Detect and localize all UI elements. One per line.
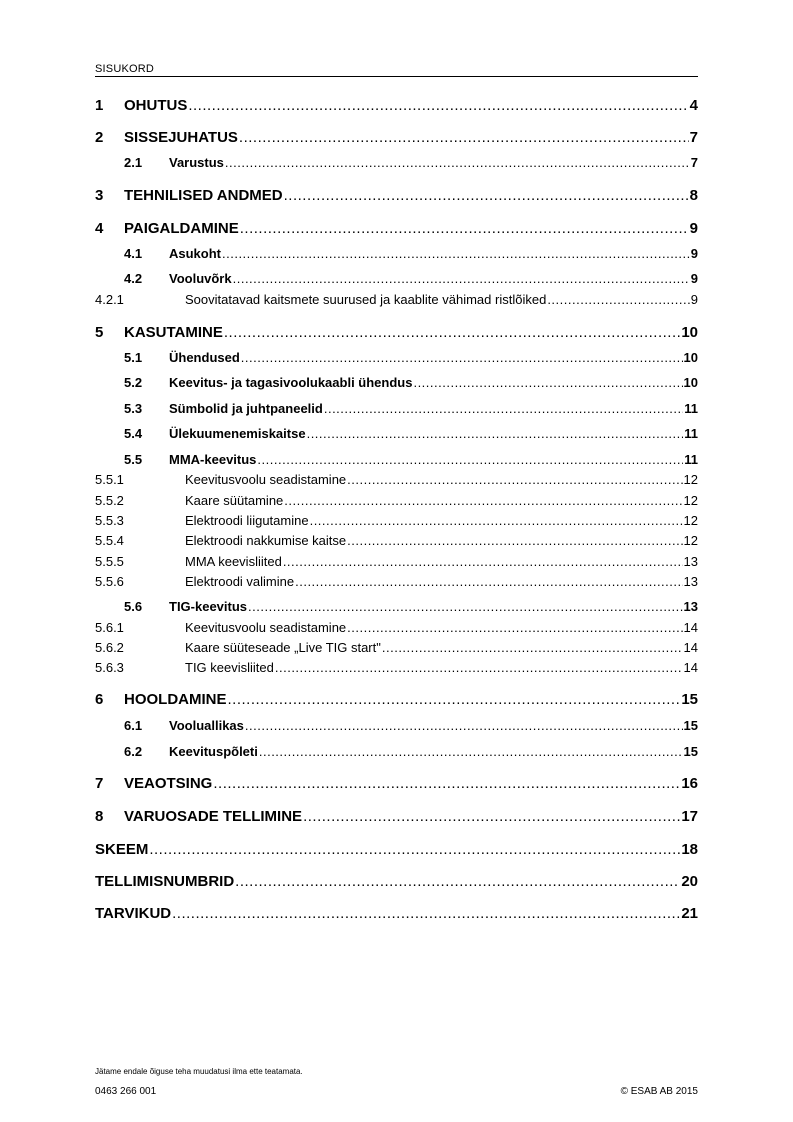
- toc-dot-leader: [295, 575, 682, 588]
- toc-dot-leader: [284, 494, 682, 507]
- toc-dot-leader: [235, 874, 680, 889]
- toc-entry[interactable]: [95, 621, 698, 634]
- toc-entry-title: Asukoht: [169, 246, 221, 261]
- toc-dot-leader: [228, 692, 681, 707]
- toc-entry-title: Keevitusvoolu seadistamine: [185, 472, 347, 487]
- toc-entry[interactable]: [95, 293, 698, 306]
- toc-entry-page: 9: [690, 246, 698, 261]
- toc-entry-number: 4.2.1: [95, 292, 124, 307]
- toc-entry-title: Keevitus- ja tagasivoolukaabli ühendus: [169, 375, 413, 390]
- toc-dot-leader: [240, 221, 689, 236]
- toc-dot-leader: [149, 842, 680, 857]
- toc-entry-page: 15: [683, 718, 698, 733]
- toc-entry-number: 5: [95, 324, 104, 341]
- toc-entry-title: Kaare süütamine: [185, 493, 284, 508]
- toc-entry-page: 15: [681, 691, 698, 708]
- toc-entry-page: 9: [690, 292, 698, 307]
- toc-entry-page: 13: [683, 574, 698, 589]
- toc-entry-title: Vooluallikas: [169, 718, 244, 733]
- toc-entry-number: 8: [95, 808, 104, 825]
- toc-entry-page: 10: [683, 350, 698, 365]
- toc-entry[interactable]: [95, 98, 698, 113]
- toc-entry-title: Elektroodi liigutamine: [185, 513, 309, 528]
- toc-entry[interactable]: [95, 745, 698, 758]
- toc-entry-title: VARUOSADE TELLIMINE: [124, 808, 303, 825]
- toc-entry-title: Sümbolid ja juhtpaneelid: [169, 401, 323, 416]
- toc-entry-number: 5.5.5: [95, 554, 124, 569]
- toc-entry[interactable]: [95, 600, 698, 613]
- toc-entry-title: SISSEJUHATUS: [124, 129, 238, 146]
- toc-entry[interactable]: [95, 272, 698, 285]
- toc-entry-page: 20: [681, 873, 698, 890]
- toc-entry-page: 21: [681, 905, 698, 922]
- toc-entry[interactable]: [95, 514, 698, 527]
- toc-entry-number: 4: [95, 220, 104, 237]
- toc-entry[interactable]: [95, 641, 698, 654]
- toc-entry-title: Ülekuumenemiskaitse: [169, 426, 306, 441]
- toc-entry[interactable]: [95, 575, 698, 588]
- toc-entry-number: 5.6.3: [95, 660, 124, 675]
- toc-entry-title: MMA keevisliited: [185, 554, 282, 569]
- toc-entry[interactable]: [95, 453, 698, 466]
- toc-dot-leader: [413, 376, 682, 389]
- toc-entry-title: Keevituspõleti: [169, 744, 258, 759]
- toc-entry-number: 5.6.1: [95, 620, 124, 635]
- toc-entry-number: 5.5: [124, 452, 143, 467]
- toc-dot-leader: [248, 600, 683, 613]
- toc-entry-page: 4: [689, 97, 698, 114]
- toc-entry-page: 11: [684, 401, 698, 416]
- toc-dot-leader: [547, 293, 689, 306]
- toc-entry-page: 12: [683, 513, 698, 528]
- toc-entry-number: 5.5.6: [95, 574, 124, 589]
- toc-entry-number: 5.5.1: [95, 472, 124, 487]
- toc-dot-leader: [347, 473, 682, 486]
- toc-entry-number: 5.2: [124, 375, 143, 390]
- toc-dot-leader: [222, 247, 690, 260]
- toc-dot-leader: [241, 351, 683, 364]
- toc-entry-title: MMA-keevitus: [169, 452, 257, 467]
- toc-entry-page: 9: [689, 220, 698, 237]
- toc-entry-number: 5.1: [124, 350, 143, 365]
- toc-dot-leader: [275, 661, 683, 674]
- toc-entry-title: Ühendused: [169, 350, 240, 365]
- toc-entry[interactable]: [95, 247, 698, 260]
- toc-entry-page: 14: [683, 660, 698, 675]
- toc-entry-title: KASUTAMINE: [124, 324, 223, 341]
- toc-entry-page: 10: [681, 324, 698, 341]
- toc-entry-title: Soovitatavad kaitsmete suurused ja kaablite vähimad ristlõiked: [185, 292, 547, 307]
- toc-entry[interactable]: [95, 874, 698, 889]
- toc-entry-page: 16: [681, 775, 698, 792]
- toc-dot-leader: [284, 188, 689, 203]
- toc-entry[interactable]: [95, 188, 698, 203]
- toc-entry-title: TARVIKUD: [95, 905, 172, 922]
- toc-entry-number: 2.1: [124, 155, 143, 170]
- toc-entry-number: 5.5.4: [95, 533, 124, 548]
- toc-dot-leader: [188, 98, 688, 113]
- toc-entry[interactable]: [95, 156, 698, 169]
- toc-entry[interactable]: [95, 376, 698, 389]
- toc-entry[interactable]: [95, 130, 698, 145]
- toc-dot-leader: [224, 325, 680, 340]
- toc-entry-number: 7: [95, 775, 104, 792]
- toc-entry-number: 4.1: [124, 246, 143, 261]
- toc-entry-number: 5.5.2: [95, 493, 124, 508]
- toc-dot-leader: [239, 130, 689, 145]
- toc-entry-number: 4.2: [124, 271, 143, 286]
- footer-document-number: 0463 266 001: [95, 1086, 157, 1097]
- toc-entry-number: 6.1: [124, 718, 143, 733]
- toc-dot-leader: [245, 719, 683, 732]
- toc-dot-leader: [310, 514, 683, 527]
- toc-entry[interactable]: [95, 473, 698, 486]
- toc-entry[interactable]: [95, 325, 698, 340]
- toc-dot-leader: [382, 641, 683, 654]
- toc-entry[interactable]: [95, 494, 698, 507]
- toc-dot-leader: [225, 156, 690, 169]
- header-rule: [95, 76, 698, 77]
- toc-dot-leader: [347, 621, 682, 634]
- toc-entry-page: 12: [683, 472, 698, 487]
- toc-entry-page: 13: [683, 554, 698, 569]
- toc-entry-page: 7: [689, 129, 698, 146]
- toc-entry[interactable]: [95, 809, 698, 824]
- toc-entry-page: 9: [690, 271, 698, 286]
- toc-entry[interactable]: [95, 692, 698, 707]
- toc-entry-title: OHUTUS: [124, 97, 188, 114]
- toc-entry-number: 5.6.2: [95, 640, 124, 655]
- toc-dot-leader: [307, 427, 684, 440]
- toc-dot-leader: [257, 453, 683, 466]
- toc-entry-page: 7: [690, 155, 698, 170]
- toc-entry-number: 5.5.3: [95, 513, 124, 528]
- toc-entry-title: HOOLDAMINE: [124, 691, 227, 708]
- toc-entry-title: SKEEM: [95, 841, 149, 858]
- toc-entry[interactable]: [95, 719, 698, 732]
- toc-entry[interactable]: [95, 351, 698, 364]
- toc-entry[interactable]: [95, 661, 698, 674]
- toc-entry-title: TEHNILISED ANDMED: [124, 187, 283, 204]
- toc-entry-number: 2: [95, 129, 104, 146]
- toc-dot-leader: [213, 776, 680, 791]
- toc-entry-page: 8: [689, 187, 698, 204]
- toc-entry-page: 10: [683, 375, 698, 390]
- toc-entry-number: 6.2: [124, 744, 143, 759]
- toc-entry[interactable]: [95, 427, 698, 440]
- toc-entry[interactable]: [95, 842, 698, 857]
- toc-entry-page: 11: [684, 452, 698, 467]
- toc-entry-number: 5.6: [124, 599, 143, 614]
- toc-entry-number: 5.4: [124, 426, 143, 441]
- toc-entry-title: Vooluvõrk: [169, 271, 232, 286]
- toc-entry-page: 11: [684, 426, 698, 441]
- toc-entry-title: Varustus: [169, 155, 224, 170]
- toc-entry-page: 15: [683, 744, 698, 759]
- toc-entry-number: 3: [95, 187, 104, 204]
- toc-entry-title: TIG-keevitus: [169, 599, 248, 614]
- page-header-title: SISUKORD: [95, 63, 155, 75]
- toc-entry-page: 17: [681, 808, 698, 825]
- toc-dot-leader: [172, 906, 680, 921]
- toc-entry[interactable]: [95, 534, 698, 547]
- toc-entry[interactable]: [95, 776, 698, 791]
- toc-entry-number: 1: [95, 97, 104, 114]
- toc-entry-page: 12: [683, 533, 698, 548]
- toc-dot-leader: [347, 534, 682, 547]
- toc-entry[interactable]: [95, 906, 698, 921]
- toc-entry[interactable]: [95, 221, 698, 236]
- toc-entry-number: 5.3: [124, 401, 143, 416]
- toc-entry-title: Kaare süüteseade „Live TIG start": [185, 640, 381, 655]
- toc-entry-title: PAIGALDAMINE: [124, 220, 239, 237]
- toc-entry-title: Keevitusvoolu seadistamine: [185, 620, 347, 635]
- toc-dot-leader: [233, 272, 690, 285]
- toc-dot-leader: [283, 555, 683, 568]
- toc-dot-leader: [324, 402, 683, 415]
- toc-dot-leader: [303, 809, 680, 824]
- toc-entry-title: TIG keevisliited: [185, 660, 274, 675]
- footer-copyright: © ESAB AB 2015: [620, 1086, 698, 1097]
- toc-entry-title: VEAOTSING: [124, 775, 213, 792]
- toc-entry-page: 13: [683, 599, 698, 614]
- toc-entry[interactable]: [95, 402, 698, 415]
- toc-entry-title: TELLIMISNUMBRID: [95, 873, 235, 890]
- toc-entry-number: 6: [95, 691, 104, 708]
- footer-disclaimer: Jätame endale õiguse teha muudatusi ilma ette teatamata.: [95, 1067, 303, 1076]
- toc-entry-page: 14: [683, 640, 698, 655]
- toc-entry-title: Elektroodi valimine: [185, 574, 295, 589]
- toc-entry-page: 18: [681, 841, 698, 858]
- toc-dot-leader: [259, 745, 683, 758]
- toc-entry-page: 14: [683, 620, 698, 635]
- toc-entry-title: Elektroodi nakkumise kaitse: [185, 533, 347, 548]
- toc-entry-page: 12: [683, 493, 698, 508]
- toc-entry[interactable]: [95, 555, 698, 568]
